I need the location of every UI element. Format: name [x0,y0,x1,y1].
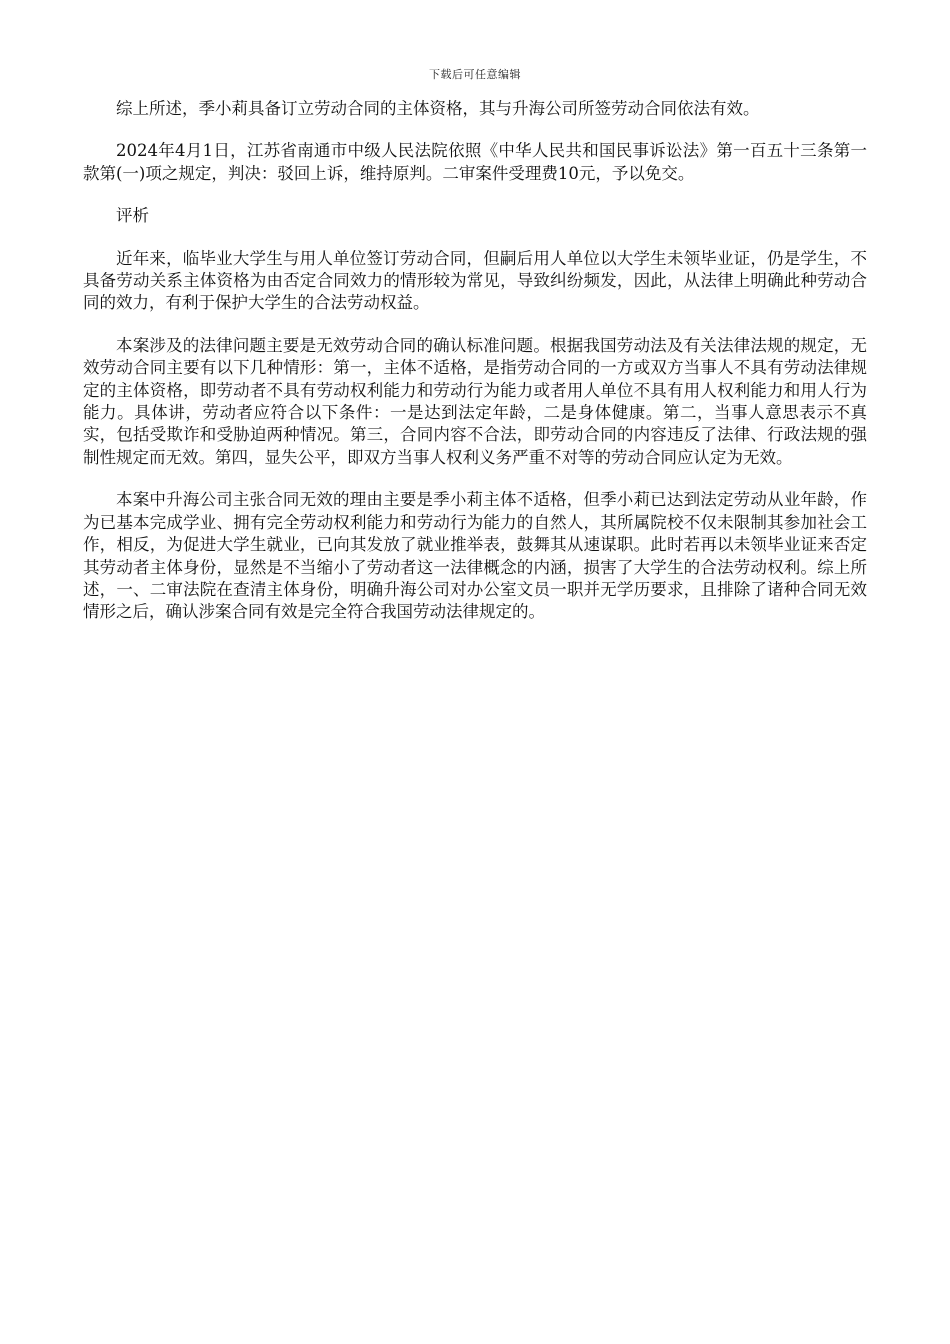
document-body [83,98,867,644]
paragraph-case-analysis: 本案中升海公司主张合同无效的理由主要是季小莉主体不适格，但季小莉已达到法定劳动从业年龄，作为已基本完成学业、拥有完全劳动权利能力和劳动行为能力的自然人，其所属院校不仅未限制其参加社会工作，相反，为促进大学生就业，已向其发放了就业推举表，鼓舞其从速谋职。此时若再以未领毕业证来否定其劳动者主体身份，显然是不当缩小了劳动者这一法律概念的内涵，损害了大学生的合法劳动权利。综上所述，一、二审法院在查清主体身份，明确升海公司对办公室文员一职并无学历要求，且排除了诸种合同无效情形之后，确认涉案合同有效是完全符合我国劳动法律规定的。 [83,490,867,622]
paragraph-background: 近年来，临毕业大学生与用人单位签订劳动合同，但嗣后用人单位以大学生未领毕业证，仍是学生，不具备劳动关系主体资格为由否定合同效力的情形较为常见，导致纠纷频发，因此，从法律上明确此种劳动合同的效力，有利于保护大学生的合法劳动权益。 [83,248,867,313]
paragraph-conclusion: 综上所述，季小莉具备订立劳动合同的主体资格，其与升海公司所签劳动合同依法有效。 [116,99,760,118]
section-heading-analysis: 评析 [116,206,149,226]
paragraph-legal-issue: 本案涉及的法律问题主要是无效劳动合同的确认标准问题。根据我国劳动法及有关法律法规的规定，无效劳动合同主要有以下几种情形：第一，主体不适格，是指劳动合同的一方或双方当事人不具有劳动法律规定的主体资格，即劳动者不具有劳动权利能力和劳动行为能力或者用人单位不具有用人权利能力和用人行为能力。具体讲，劳动者应符合以下条件：一是达到法定年龄，二是身体健康。第二，当事人意思表示不真实，包括受欺诈和受胁迫两种情况。第三，合同内容不合法，即劳动合同的内容违反了法律、行政法规的强制性规定而无效。第四，显失公平，即双方当事人权利义务严重不对等的劳动合同应认定为无效。 [83,335,867,467]
paragraph-judgment: 2024年4月1日，江苏省南通市中级人民法院依照《中华人民共和国民事诉讼法》第一百五十三条第一款第(一)项之规定，判决：驳回上诉，维持原判。二审案件受理费10元，予以免交。 [83,141,867,183]
page-header: 下载后可任意编辑 [429,68,521,81]
